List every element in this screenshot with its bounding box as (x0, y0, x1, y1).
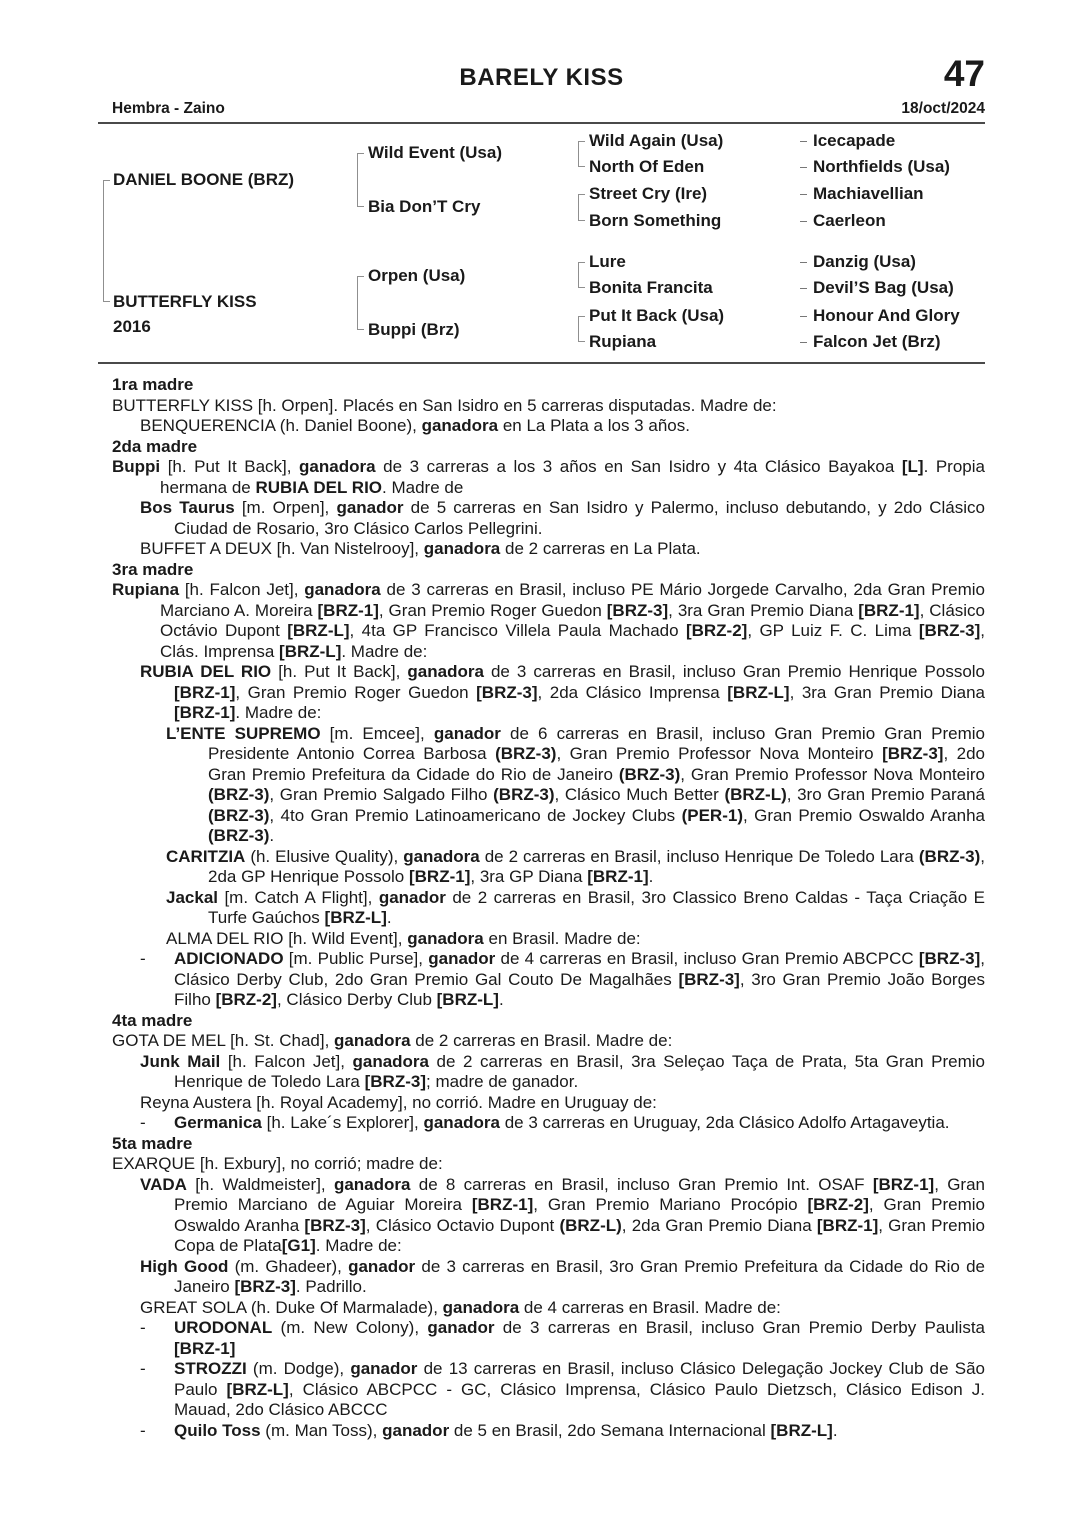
pedigree-paragraph: Jackal [m. Catch A Flight], ganador de 2 carreras en Brasil, 3ro Classico Breno Caldas - Taça Criação E Turfe Gaúchos [BRZ-L]. (166, 887, 985, 927)
pedigree-node: Wild Event (Usa) (368, 143, 502, 162)
pedigree-node: Lure (589, 252, 626, 271)
pedigree-paragraph: - Quilo Toss (m. Man Toss), ganador de 5 en Brasil, 2do Semana Internacional [BRZ-L]. (140, 1420, 838, 1440)
page-title: BARELY KISS (459, 64, 624, 91)
pedigree-paragraph: - ADICIONADO [m. Public Purse], ganador de 4 carreras en Brasil, incluso Gran Premio ABCPCC [BRZ-3], Clásico Derby Club, 2do Gran Premio Gal Couto De Magalhães [BRZ-3], 3ro Gran Premio João Borges Filho [BRZ-2], Clásico Derby Club [BRZ-L]. (140, 949, 986, 1009)
pedigree-node: Machiavellian (813, 184, 924, 203)
pedigree-node: Wild Again (Usa) (589, 131, 724, 150)
dam-name: BUTTERFLY KISS (113, 292, 257, 311)
section-heading: 2da madre (112, 436, 198, 456)
bracket-gen3 (578, 262, 585, 288)
sale-date: 18/oct/2024 (901, 100, 985, 117)
pedigree-paragraph: ALMA DEL RIO [h. Wild Event], ganadora en Brasil. Madre de: (166, 928, 641, 948)
bracket-gen1 (103, 180, 110, 302)
dash-tick (800, 141, 807, 142)
pedigree-node: Bonita Francita (589, 278, 713, 297)
page-number: 47 (943, 53, 985, 94)
pedigree-node: Put It Back (Usa) (589, 306, 725, 325)
pedigree-paragraph: Junk Mail [h. Falcon Jet], ganadora de 2 carreras en Brasil, 3ra Seleçao Taça de Prata, 5ta Gran Premio Henrique de Toledo Lara [BRZ-3]; madre de ganador. (140, 1051, 985, 1091)
pedigree-node: Falcon Jet (Brz) (813, 332, 941, 351)
pedigree-node: Street Cry (Ire) (589, 184, 708, 203)
pedigree-paragraph: Bos Taurus [m. Orpen], ganador de 5 carreras en San Isidro y Palermo, incluso debutando, y 2do Clásico Ciudad de Rosario, 3ro Clásico Carlos Pellegrini. (140, 498, 985, 538)
dash-tick (800, 262, 807, 263)
page-header (98, 53, 985, 124)
pedigree-paragraph: BUTTERFLY KISS [h. Orpen]. Placés en San Isidro en 5 carreras disputadas. Madre de: (112, 395, 777, 415)
pedigree-node: Born Something (589, 211, 722, 230)
pedigree-node: Rupiana (589, 332, 657, 351)
pedigree-node: Northfields (Usa) (813, 157, 950, 176)
pedigree-paragraph: - Germanica [h. Lake´s Explorer], ganadora de 3 carreras en Uruguay, 2da Clásico Adolfo Artagaveytia. (140, 1113, 950, 1132)
header-rule (98, 122, 985, 124)
bullet-dash: - (140, 1318, 146, 1337)
bracket-gen3 (578, 194, 585, 221)
pedigree-paragraph: High Good (m. Ghadeer), ganador de 3 carreras en Brasil, 3ro Gran Premio Prefeitura da Cidade do Rio de Janeiro [BRZ-3]. Padrillo. (140, 1256, 985, 1296)
section-heading: 3ra madre (112, 559, 194, 579)
pedigree-node: Bia Don’T Cry (368, 197, 481, 216)
dash-tick (800, 167, 807, 168)
dash-tick (800, 288, 807, 289)
dash-tick (800, 342, 807, 343)
pedigree-paragraph: BUFFET A DEUX [h. Van Nistelrooy], ganadora de 2 carreras en La Plata. (140, 539, 701, 558)
pedigree-paragraph: - URODONAL (m. New Colony), ganador de 3 carreras en Brasil, incluso Gran Premio Derby Paulista [BRZ-1] (140, 1318, 986, 1358)
pedigree-paragraph: VADA [h. Waldmeister], ganadora de 8 carreras en Brasil, incluso Gran Premio Int. OSAF [BRZ-1], Gran Premio Marciano de Aguiar Moreira [BRZ-1], Gran Premio Mariano Procópio [BRZ-2], Gran Premio Oswaldo Aranha [BRZ-3], Clásico Octavio Dupont (BRZ-L), 2da Gran Premio Diana [BRZ-1], Gran Premio Copa de Plata[G1]. Madre de: (140, 1174, 986, 1255)
pedigree-paragraph: GREAT SOLA (h. Duke Of Marmalade), ganadora de 4 carreras en Brasil. Madre de: (140, 1297, 781, 1317)
pedigree-node: Icecapade (813, 131, 896, 150)
bracket-gen3 (578, 316, 585, 342)
bullet-dash: - (140, 949, 146, 968)
pedigree-paragraph: Buppi [h. Put It Back], ganadora de 3 carreras a los 3 años en San Isidro y 4ta Clásico Bayakoa [L]. Propia hermana de RUBIA DEL RIO. Madre de (112, 457, 985, 497)
pedigree-node: Danzig (Usa) (813, 252, 916, 271)
bracket-gen3 (578, 141, 585, 167)
pedigree-paragraph: L’ENTE SUPREMO [m. Emcee], ganador de 6 carreras en Brasil, incluso Gran Premio Gran Premio Presidente Antonio Correa Barbosa (BRZ-3), Gran Premio Professor Nova Monteiro [BRZ-3], 2do Gran Premio Prefeitura da Cidade do Rio de Janeiro (BRZ-3), Gran Premio Professor Nova Monteiro (BRZ-3), Gran Premio Salgado Filho (BRZ-3), Clásico Much Better (BRZ-L), 3ro Gran Premio Paraná (BRZ-3), 4to Gran Premio Latinoamericano de Jockey Clubs (PER-1), Gran Premio Oswaldo Aranha (BRZ-3). (166, 723, 986, 845)
pedigree-paragraph: - STROZZI (m. Dodge), ganador de 13 carreras en Brasil, incluso Clásico Delegação Jockey Club de São Paulo [BRZ-L], Clásico ABCPCC - GC, Clásico Imprensa, Clásico Paulo Dietzsch, Clásico Edison J. Mauad, 2do Clásico ABCCC (140, 1359, 985, 1419)
bullet-dash: - (140, 1420, 146, 1440)
dash-tick (800, 194, 807, 195)
dam-year: 2016 (113, 317, 151, 336)
dash-tick (800, 221, 807, 222)
dash-tick (800, 316, 807, 317)
pedigree-paragraph: EXARQUE [h. Exbury], no corrió; madre de: (112, 1154, 443, 1173)
bullet-dash: - (140, 1113, 146, 1132)
section-heading: 1ra madre (112, 375, 194, 394)
pedigree-node: North Of Eden (589, 157, 705, 176)
pedigree-paragraph: CARITZIA (h. Elusive Quality), ganadora de 2 carreras en Brasil, incluso Henrique De Toledo Lara (BRZ-3), 2da GP Henrique Possolo [BRZ-1], 3ra GP Diana [BRZ-1]. (166, 846, 985, 886)
pedigree-node: Devil’S Bag (Usa) (813, 278, 954, 297)
pedigree-notes (98, 375, 985, 1441)
pedigree-node: Honour And Glory (813, 306, 960, 325)
pedigree-node: Orpen (Usa) (368, 266, 466, 285)
pedigree-paragraph: GOTA DE MEL [h. St. Chad], ganadora de 2 carreras en Brasil. Madre de: (112, 1031, 673, 1050)
pedigree-paragraph: RUBIA DEL RIO [h. Put It Back], ganadora de 3 carreras en Brasil, incluso Gran Premio Henrique Possolo [BRZ-1], Gran Premio Roger Guedon [BRZ-3], 2da Clásico Imprensa [BRZ-L], 3ra Gran Premio Diana [BRZ-1]. Madre de: (140, 662, 986, 722)
section-heading: 4ta madre (112, 1010, 193, 1030)
bullet-dash: - (140, 1359, 146, 1378)
bracket-gen2-sire (357, 153, 364, 207)
subheader-row (98, 100, 985, 118)
pedigree-chart (98, 126, 985, 358)
chart-rule (98, 362, 985, 364)
section-heading: 5ta madre (112, 1133, 193, 1153)
pedigree-paragraph: BENQUERENCIA (h. Daniel Boone), ganadora en La Plata a los 3 años. (140, 416, 690, 435)
sire-name: DANIEL BOONE (BRZ) (113, 170, 295, 189)
bracket-gen2-dam (357, 276, 364, 330)
pedigree-node: Buppi (Brz) (368, 320, 460, 339)
sex-coat-label: Hembra - Zaino (112, 100, 225, 117)
pedigree-node: Caerleon (813, 211, 886, 230)
pedigree-paragraph: Rupiana [h. Falcon Jet], ganadora de 3 carreras en Brasil, incluso PE Mário Jorgede Carvalho, 2da Gran Premio Marciano A. Moreira [BRZ-1], Gran Premio Roger Guedon [BRZ-3], 3ra Gran Premio Diana [BRZ-1], Clásico Octávio Dupont [BRZ-L], 4ta GP Francisco Villela Paula Machado [BRZ-2], GP Luiz F. C. Lima [BRZ-3], Clás. Imprensa [BRZ-L]. Madre de: (112, 580, 986, 661)
pedigree-paragraph: Reyna Austera [h. Royal Academy], no corrió. Madre en Uruguay de: (140, 1092, 657, 1112)
